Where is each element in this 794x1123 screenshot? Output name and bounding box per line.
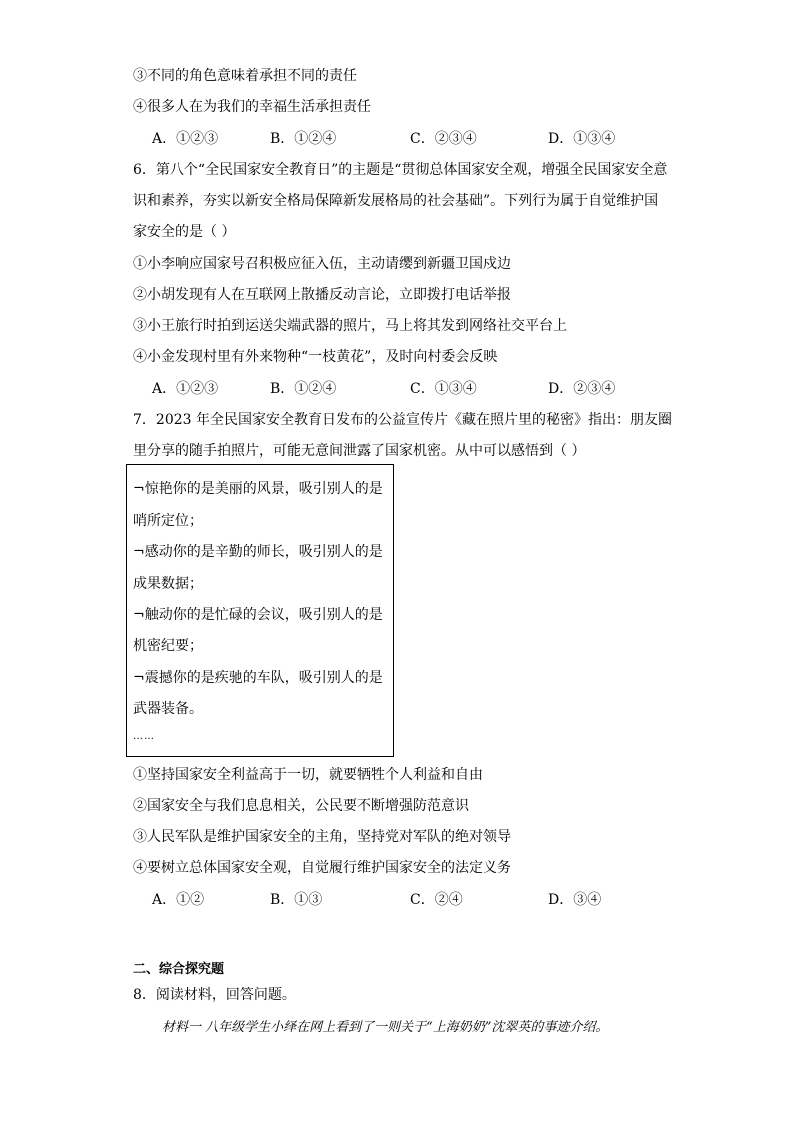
q6-item-1: ①小李响应国家号召积极应征入伍，主动请缨到新疆卫国戍边 [133, 256, 511, 272]
box-line-1: ¬惊艳你的是美丽的风景，吸引别人的是 [133, 481, 383, 497]
q7-item-4: ④要树立总体国家安全观，自觉履行维护国家安全的法定义务 [133, 860, 511, 876]
q6-stem-line-1: 6．第八个“全民国家安全教育日”的主题是“贯彻总体国家安全观，增强全民国家安全意 [133, 162, 668, 178]
box-line-5: ¬触动你的是忙碌的会议，吸引别人的是 [133, 607, 383, 623]
q7-option-b[interactable]: B．①③ [270, 892, 323, 908]
q5-item-3: ③不同的角色意味着承担不同的责任 [133, 68, 357, 84]
q6-stem-line-2: 识和素养，夯实以新安全格局保障新发展格局的社会基础”。下列行为属于自觉维护国 [133, 193, 659, 209]
box-line-3: ¬感动你的是辛勤的师长，吸引别人的是 [133, 544, 383, 560]
q7-stem-line-1: 7．2023 年全民国家安全教育日发布的公益宣传片《藏在照片里的秘密》指出：朋友圈 [133, 412, 672, 428]
q8-stem: 8．阅读材料，回答问题。 [133, 987, 296, 1003]
q6-option-d[interactable]: D．②③④ [548, 381, 616, 397]
box-line-2: 哨所定位； [133, 513, 203, 529]
box-line-4: 成果数据； [133, 576, 203, 592]
q6-stem-line-3: 家安全的是（ ） [133, 224, 236, 240]
q7-item-3: ③人民军队是维护国家安全的主角，坚持党对军队的绝对领导 [133, 829, 511, 845]
q7-option-d[interactable]: D．③④ [548, 892, 602, 908]
q5-option-a[interactable]: A．①②③ [152, 131, 219, 147]
q5-item-4: ④很多人在为我们的幸福生活承担责任 [133, 99, 371, 115]
q7-item-1: ①坚持国家安全利益高于一切，就要牺牲个人利益和自由 [133, 767, 483, 783]
q5-option-c[interactable]: C．②③④ [410, 131, 477, 147]
q7-item-2: ②国家安全与我们息息相关，公民要不断增强防范意识 [133, 798, 469, 814]
q7-stem-line-2: 里分享的随手拍照片，可能无意间泄露了国家机密。从中可以感悟到（ ） [133, 443, 586, 459]
q8-material-1: 材料一 八年级学生小绎在网上看到了一则关于“上海奶奶”沈翠英的事迹介绍。 [162, 1020, 609, 1035]
box-line-8: 武器装备。 [133, 701, 203, 717]
box-line-7: ¬震撼你的是疾驰的车队，吸引别人的是 [133, 670, 383, 686]
q6-item-2: ②小胡发现有人在互联网上散播反动言论，立即拨打电话举报 [133, 287, 511, 303]
q6-option-a[interactable]: A．①②③ [152, 381, 219, 397]
q5-option-d[interactable]: D．①③④ [548, 131, 616, 147]
q7-option-c[interactable]: C．②④ [410, 892, 463, 908]
q6-item-3: ③小王旅行时拍到运送尖端武器的照片，马上将其发到网络社交平台上 [133, 318, 567, 334]
q7-option-a[interactable]: A．①② [152, 892, 205, 908]
box-ellipsis: …… [133, 731, 155, 742]
q6-option-b[interactable]: B．①②④ [270, 381, 337, 397]
q6-item-4: ④小金发现村里有外来物种“一枝黄花”，及时向村委会反映 [133, 349, 498, 365]
q7-material-box [126, 464, 394, 757]
box-line-6: 机密纪要； [133, 638, 203, 654]
section-title: 二、综合探究题 [133, 962, 225, 977]
q6-option-c[interactable]: C．①③④ [410, 381, 477, 397]
q5-option-b[interactable]: B．①②④ [270, 131, 337, 147]
